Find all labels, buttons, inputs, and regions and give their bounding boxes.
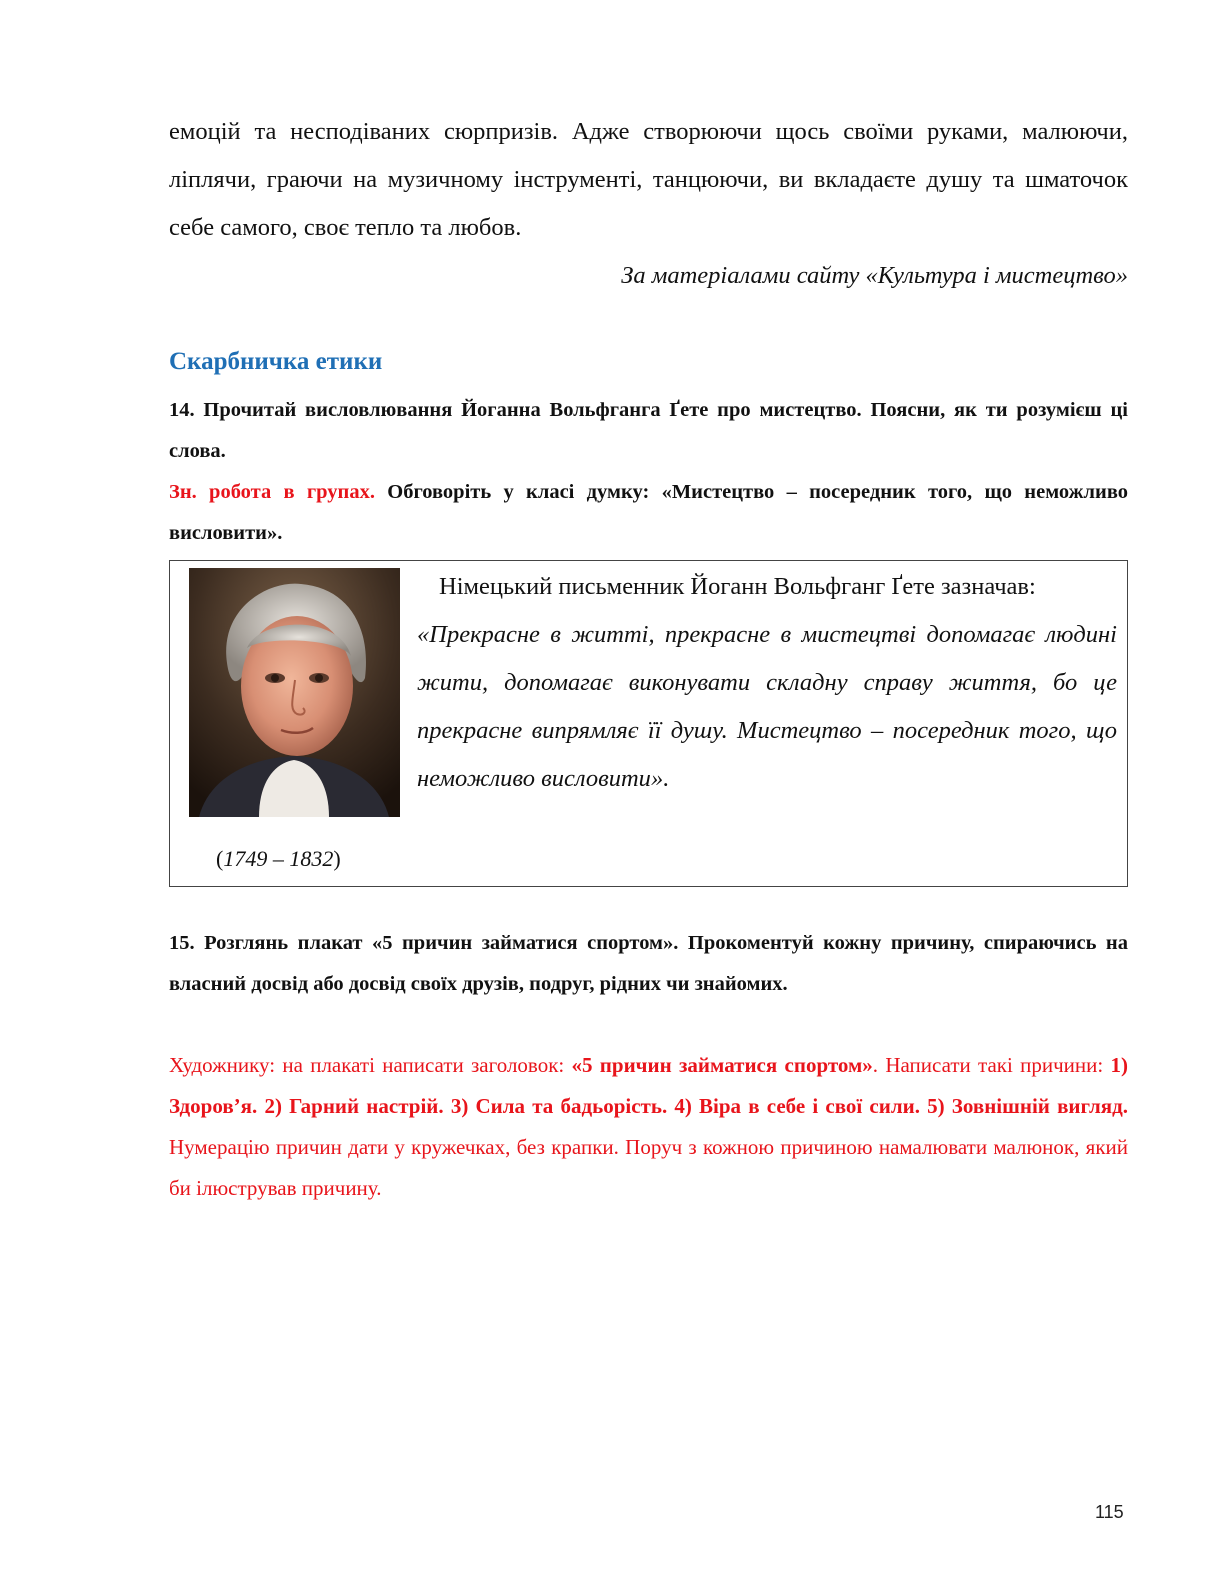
poster-title: «5 причин займатися спортом»: [571, 1053, 873, 1077]
quote-intro: Німецький письменник Йоганн Вольфганг Ґете зазначав:: [439, 573, 1036, 600]
portrait-image: [189, 568, 400, 817]
quote-text: Прекрасне в житті, прекрасне в мистецтві допомагає людині жити, допомагає виконувати складну справу життя, бо це прекрасне випрямляє її душу. Мистецтво – посередник того, що неможливо висловити: [417, 621, 1117, 792]
page-content: [169, 108, 1128, 1230]
artist-note: [169, 1045, 1128, 1209]
group-work-text: Обговоріть у класі думку: «Мистецтво – посередник того, що неможливо висловити».: [169, 481, 1128, 544]
group-work-paragraph: [169, 472, 1128, 554]
goethe-quote: [417, 563, 1117, 803]
artist-note-part3: Нумерацію причин дати у кружечках, без крапки. Поруч з кожною причиною намалювати малюнок, який би ілюстрував причину.: [169, 1135, 1128, 1200]
years-label: (1749 – 1832): [216, 846, 341, 871]
section-heading: Скарбничка етики: [169, 348, 383, 375]
poster-reasons: 1) Здоров’я. 2) Гарний настрій. 3) Сила та бадьорість. 4) Віра в себе і свої сили. 5) Зовнішній вигляд.: [169, 1053, 1128, 1118]
group-work-label: Зн. робота в групах.: [169, 481, 375, 503]
intro-paragraph: емоцій та несподіваних сюрпризів. Адже створюючи щось своїми руками, малюючи, ліплячи, граючи на музичному інструменті, танцюючи, ви вкладаєте душу та шматочок себе самого, своє тепло та любов.: [169, 118, 1128, 241]
page-number: 115: [1095, 1502, 1124, 1522]
artist-note-part1: Художнику: на плакаті написати заголовок:: [169, 1053, 572, 1077]
life-years: 1749 – 1832: [223, 846, 334, 871]
goethe-portrait: [189, 568, 400, 817]
artist-note-part2: . Написати такі причини:: [872, 1053, 1111, 1077]
source-attribution: За матеріалами сайту «Культура і мистецтво»: [621, 262, 1128, 289]
quote-box: [169, 560, 1128, 887]
task-14: 14. Прочитай висловлювання Йоганна Вольфганга Ґете про мистецтво. Поясни, як ти розумієш ці слова.: [169, 399, 1128, 462]
quote-body: «Прекрасне в житті, прекрасне в мистецтві допомагає людині жити, допомагає виконувати складну справу життя, бо це прекрасне випрямляє її душу. Мистецтво – посередник того, що неможливо висловити».: [417, 621, 1117, 792]
task-15: 15. Розглянь плакат «5 причин займатися спортом». Прокоментуй кожну причину, спираючись на власний досвід або досвід своїх друзів, подруг, рідних чи знайомих.: [169, 932, 1128, 995]
